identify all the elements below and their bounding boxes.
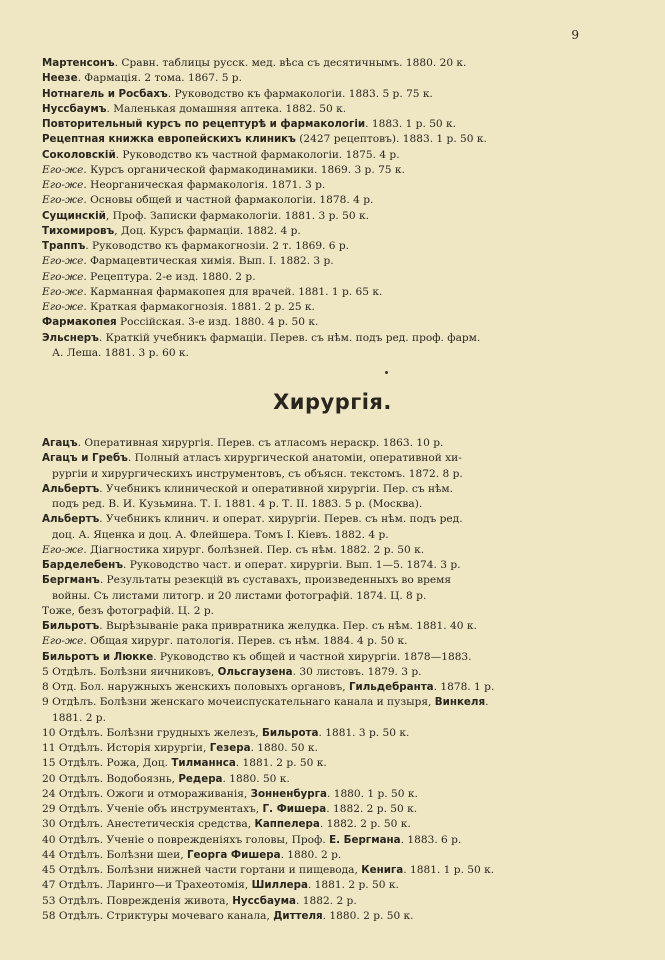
entry-text: . 1880. 2 р. 50 к.	[322, 909, 414, 922]
author-name: Альбертъ	[42, 513, 100, 526]
author-name: Бильротъ и Люкке	[42, 650, 154, 663]
catalog-entry-line	[42, 726, 642, 741]
entry-text: . Краткій учебникъ фармаціи. Перев. съ нѣм. подъ ред. проф. фарм.	[98, 331, 481, 344]
catalog-entry-line	[42, 132, 642, 147]
author-name: Повторительный курсъ по рецептурѣ и фармакологіи	[42, 118, 366, 130]
catalog-entry-line	[42, 802, 642, 817]
entry-text: 29 Отдѣлъ. Ученіе объ инструментахъ,	[42, 803, 263, 815]
ibid-marker: Его-же	[42, 635, 84, 648]
entry-continuation: доц. А. Яценка и доц. А. Флейшера. Томъ I. Кіевъ. 1882. 4 р.	[52, 528, 389, 541]
entry-text: . Руководство къ фармакогнозіи. 2 т. 1869. 6 р.	[85, 240, 350, 252]
author-name: Альбертъ	[42, 482, 100, 495]
entry-text: . Результаты резекцій въ суставахъ, произведенныхъ во время	[99, 574, 452, 587]
catalog-entry-line	[42, 894, 642, 909]
entry-text: . 1880. 1 р. 50 к.	[326, 787, 418, 800]
catalog-entry-line	[42, 148, 642, 163]
catalog-entry-line	[42, 573, 642, 588]
entry-text: . Руководство къ общей и частной хирургіи. 1878—1883.	[153, 650, 472, 663]
entry-text: . Вырѣзываніе рака привратника желудка. Пер. съ нѣм. 1881. 40 к.	[99, 620, 477, 632]
entry-text: . 1880. 50 к.	[222, 772, 290, 785]
catalog-entry-line	[42, 193, 642, 208]
author-name: Бильротъ	[42, 620, 100, 632]
catalog-entry-line	[42, 909, 642, 924]
catalog-entry-line	[42, 695, 642, 710]
entry-text: , Проф. Записки фармакологіи. 1881. 3 р. 50 к.	[105, 209, 369, 222]
entry-text: . Курсъ органической фармакодинамики. 1869. 3 р. 75 к.	[83, 163, 405, 176]
entry-text: . Основы общей и частной фармакологіи. 1878. 4 р.	[83, 194, 374, 207]
catalog-entry-line	[42, 787, 642, 802]
entry-text: Тоже, безъ фотографій. Ц. 2 р.	[42, 604, 214, 617]
catalog-entry-line	[42, 756, 642, 771]
entry-text: . Фармація. 2 тома. 1867. 5 р.	[77, 72, 242, 85]
entry-text: . 1882. 2 р. 50 к.	[319, 818, 411, 831]
entry-text: Россійская. 3-е изд. 1880. 4 р. 50 к.	[116, 316, 319, 329]
catalog-entry-line	[42, 741, 642, 756]
author-name: Тилманнса	[171, 757, 236, 770]
ibid-marker: Его-же	[42, 543, 84, 556]
catalog-entry-line	[42, 117, 642, 132]
author-name: Винкеля	[434, 696, 486, 709]
author-name: Ольсгаузена	[217, 665, 293, 678]
entry-text: 15 Отдѣлъ. Рожа, Доц.	[42, 757, 172, 770]
catalog-entry-line	[42, 346, 642, 361]
entry-text: . Фармацевтическая химія. Вып. I. 1882. 3 р.	[83, 255, 334, 268]
entry-text: . Краткая фармакогнозія. 1881. 2 р. 25 к.	[83, 301, 315, 313]
catalog-entry-line	[42, 87, 642, 102]
catalog-entry-line	[42, 619, 642, 634]
catalog-entry-line	[42, 558, 642, 573]
surgery-list	[42, 436, 642, 924]
catalog-entry-line	[42, 71, 642, 86]
catalog-entry-line	[42, 102, 642, 117]
entry-text: . 1883. 6 р.	[400, 833, 462, 846]
author-name: Сущинскій	[42, 209, 106, 222]
entry-text: 24 Отдѣлъ. Ожоги и отмораживанія,	[42, 787, 251, 800]
author-name: Кенига	[361, 864, 404, 876]
catalog-entry-line	[42, 772, 642, 787]
author-name: Барделебенъ	[42, 559, 124, 571]
entry-text: . Учебникъ клинич. и операт. хирургіи. Перев. съ нѣм. подъ ред.	[99, 513, 463, 526]
catalog-entry-line	[42, 543, 642, 558]
catalog-entry-line	[42, 254, 642, 269]
entry-text: . Руководство част. и операт. хирургіи. Вып. 1—5. 1874. 3 р.	[123, 559, 461, 571]
entry-text: 9 Отдѣлъ. Болѣзни женскаго мочеиспускательнаго канала и пузыря,	[42, 696, 435, 709]
author-name: Рецептная книжка европейскихъ клиникъ	[42, 133, 296, 146]
entry-continuation: войны. Съ листами литогр. и 20 листами фотографій. 1874. Ц. 8 р.	[52, 589, 427, 602]
entry-text: 10 Отдѣлъ. Болѣзни грудныхъ железъ,	[42, 726, 262, 739]
ibid-marker: Его-же	[42, 179, 84, 191]
catalog-entry-line	[42, 817, 642, 832]
catalog-entry-line	[42, 711, 642, 726]
author-name: Гезера	[209, 742, 251, 754]
entry-text: 58 Отдѣлъ. Стриктуры мочеваго канала,	[42, 909, 274, 922]
entry-text: . Неорганическая фармакологія. 1871. 3 р.	[83, 179, 326, 191]
catalog-entry-line	[42, 178, 642, 193]
ibid-marker: Его-же	[42, 270, 84, 283]
catalog-entry-line	[42, 224, 642, 239]
entry-text: . Сравн. таблицы русск. мед. вѣса съ десятичнымъ. 1880. 20 к.	[114, 57, 467, 69]
author-name: Бергманъ	[42, 574, 100, 587]
entry-text: 11 Отдѣлъ. Исторія хирургіи,	[42, 742, 210, 754]
author-name: Зонненбурга	[250, 787, 327, 800]
entry-text: . 1882. 2 р. 50 к.	[326, 803, 418, 815]
entry-text: . 1881. 1 р. 50 к.	[403, 864, 495, 876]
entry-text: 20 Отдѣлъ. Водобоязнь,	[42, 772, 179, 785]
author-name: Фармакопея	[42, 316, 117, 329]
catalog-entry-line	[42, 528, 642, 543]
entry-continuation: А. Леша. 1881. 3 р. 60 к.	[52, 346, 189, 359]
entry-continuation: подъ ред. В. И. Кузьмина. Т. I. 1881. 4 р. Т. II. 1883. 5 р. (Москва).	[52, 498, 423, 510]
entry-continuation: 1881. 2 р.	[52, 711, 106, 724]
catalog-entry-line	[42, 270, 642, 285]
catalog-entry-line	[42, 833, 642, 848]
page-number: 9	[571, 28, 579, 42]
author-name: Георга Фишера	[186, 848, 281, 861]
entry-text: 47 Отдѣлъ. Ларинго—и Трахеотомія,	[42, 879, 252, 892]
catalog-entry-line	[42, 878, 642, 893]
author-name: Тихомировъ	[42, 224, 115, 237]
entry-text: . Руководство къ фармакологіи. 1883. 5 р. 75 к.	[167, 87, 433, 100]
catalog-entry-line	[42, 863, 642, 878]
entry-text: . 1883. 1 р. 50 к.	[365, 118, 457, 130]
entry-text: . 1881. 2 р. 50 к.	[235, 757, 327, 770]
entry-text: . Учебникъ клинической и оперативной хирургіи. Пер. съ нѣм.	[99, 482, 454, 495]
author-name: Е. Бергмана	[329, 833, 401, 846]
entry-text: . Общая хирург. патологія. Перев. съ нѣм. 1884. 4 р. 50 к.	[83, 635, 408, 648]
entry-text: . Полный атласъ хирургической анатоміи, оперативной хи-	[127, 452, 462, 465]
entry-text: 40 Отдѣлъ. Ученіе о повреждeніяхъ головы, Проф.	[42, 833, 330, 846]
catalog-entry-line	[42, 650, 642, 665]
author-name: Шиллера	[251, 879, 308, 892]
catalog-entry-line	[42, 634, 642, 649]
ibid-marker: Его-же	[42, 163, 84, 176]
author-name: Соколовскій	[42, 148, 116, 161]
print-speck	[385, 371, 388, 374]
author-name: Агацъ	[42, 437, 78, 449]
catalog-entry-line	[42, 331, 642, 346]
catalog-entry-line	[42, 436, 642, 451]
author-name: Агацъ и Гребъ	[42, 452, 128, 465]
entry-text: , Доц. Курсъ фармаціи. 1882. 4 р.	[114, 224, 301, 237]
entry-text: . Діагностика хирург. болѣзней. Пер. съ нѣм. 1882. 2 р. 50 к.	[83, 543, 425, 556]
catalog-entry-line	[42, 482, 642, 497]
catalog-entry-line	[42, 56, 642, 71]
entry-text: 8 Отд. Бол. наружныхъ женскихъ половыхъ органовъ,	[42, 681, 349, 693]
author-name: Неезе	[42, 72, 78, 85]
entry-text: . Карманная фармакопея для врачей. 1881. 1 р. 65 к.	[83, 285, 383, 298]
author-name: Нуссбаумъ	[42, 102, 107, 115]
entry-text: . 1882. 2 р.	[296, 894, 357, 907]
catalog-entry-line	[42, 604, 642, 619]
catalog-entry-line	[42, 300, 642, 315]
author-name: Бильрота	[262, 726, 319, 739]
ibid-marker: Его-же	[42, 301, 84, 313]
entry-text: . 30 листовъ. 1879. 3 р.	[292, 665, 422, 678]
entry-text: . 1880. 50 к.	[250, 742, 318, 754]
author-name: Нуссбаума	[232, 894, 297, 907]
entry-text: . Руководство къ частной фармакологіи. 1875. 4 р.	[115, 148, 400, 161]
author-name: Редера	[178, 772, 223, 785]
author-name: Диттеля	[273, 909, 323, 922]
entry-text: . Оперативная хирургія. Перев. съ атласомъ нераскр. 1863. 10 р.	[77, 437, 444, 449]
catalog-entry-line	[42, 665, 642, 680]
catalog-entry-line	[42, 285, 642, 300]
entry-text: 30 Отдѣлъ. Анестетическія средства,	[42, 818, 255, 831]
catalog-entry-line	[42, 680, 642, 695]
author-name: Г. Фишера	[262, 803, 327, 815]
catalog-entry-line	[42, 512, 642, 527]
entry-text: 44 Отдѣлъ. Болѣзни шеи,	[42, 848, 187, 861]
catalog-entry-line	[42, 209, 642, 224]
entry-text: 53 Отдѣлъ. Поврежденія живота,	[42, 894, 233, 907]
catalog-entry-line	[42, 467, 642, 482]
entry-text: . 1881. 3 р. 50 к.	[318, 726, 410, 739]
catalog-entry-line	[42, 451, 642, 466]
entry-text: . 1880. 2 р.	[280, 848, 342, 861]
ibid-marker: Его-же	[42, 194, 84, 207]
entry-text: . Маленькая домашняя аптека. 1882. 50 к.	[106, 102, 347, 115]
entry-text: . Рецептура. 2-е изд. 1880. 2 р.	[83, 270, 256, 283]
entry-text: (2427 рецептовъ). 1883. 1 р. 50 к.	[295, 133, 487, 146]
author-name: Эльснеръ	[42, 331, 99, 344]
pharmacology-list	[42, 56, 642, 361]
entry-continuation: рургіи и хирургическихъ инструментовъ, съ объясн. текстомъ. 1872. 8 р.	[52, 467, 463, 480]
section-heading: Хирургія.	[273, 390, 392, 414]
catalog-entry-line	[42, 315, 642, 330]
author-name: Мартенсонъ	[42, 57, 115, 69]
ibid-marker: Его-же	[42, 285, 84, 298]
entry-text: . 1881. 2 р. 50 к.	[307, 879, 399, 892]
catalog-entry-line	[42, 163, 642, 178]
entry-text: 5 Отдѣлъ. Болѣзни яичниковъ,	[42, 665, 218, 678]
author-name: Траппъ	[42, 240, 86, 252]
author-name: Гильдебранта	[348, 681, 434, 693]
author-name: Каппелера	[254, 818, 320, 831]
entry-text: .	[485, 696, 489, 709]
catalog-entry-line	[42, 497, 642, 512]
catalog-entry-line	[42, 239, 642, 254]
author-name: Нотнагель и Росбахъ	[42, 87, 168, 100]
entry-text: 45 Отдѣлъ. Болѣзни нижней части гортани и пищевода,	[42, 864, 362, 876]
catalog-entry-line	[42, 848, 642, 863]
catalog-entry-line	[42, 589, 642, 604]
ibid-marker: Его-же	[42, 255, 84, 268]
entry-text: . 1878. 1 р.	[433, 681, 495, 693]
